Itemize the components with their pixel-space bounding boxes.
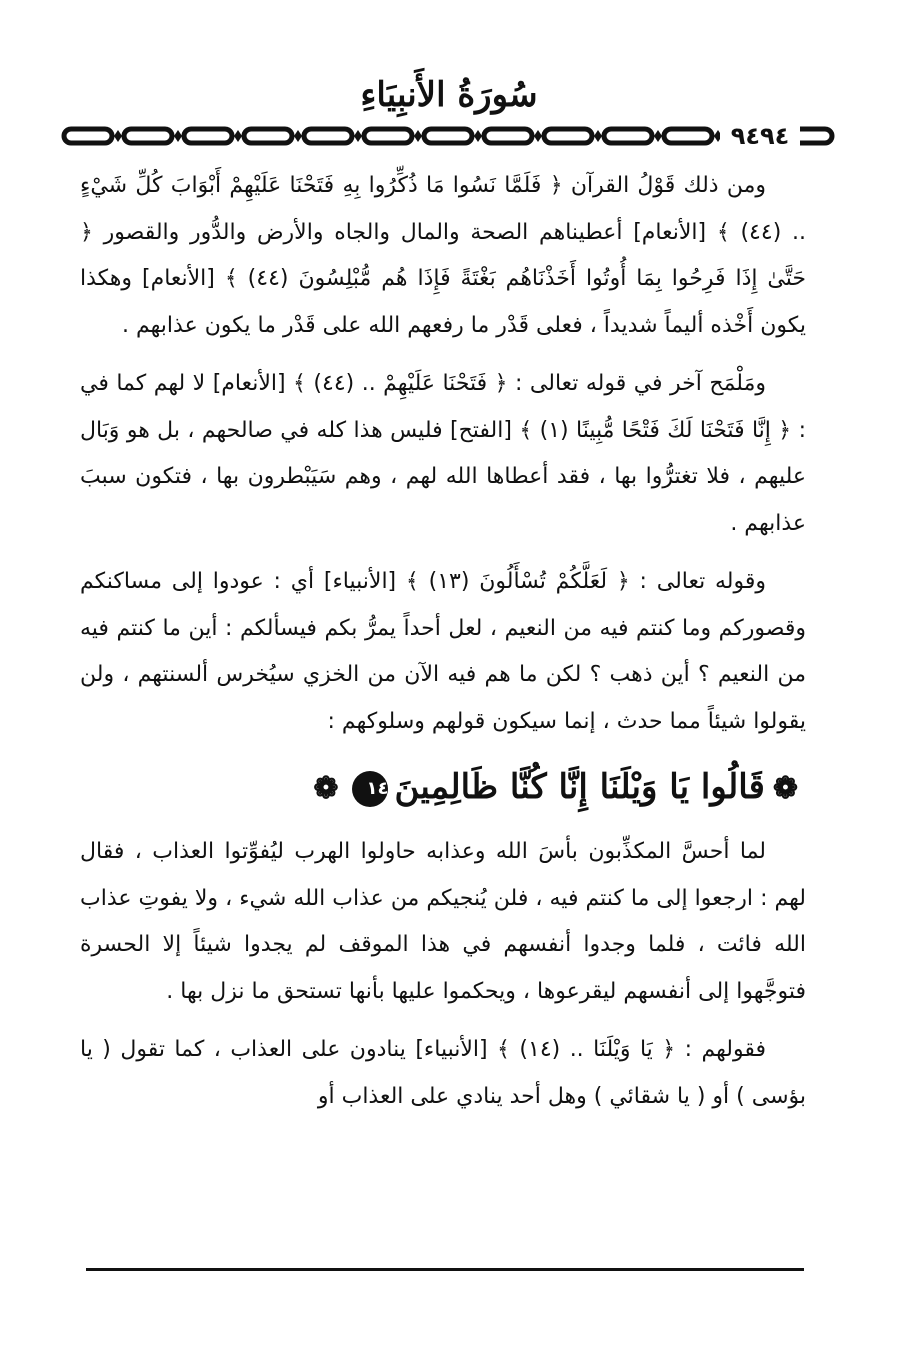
paragraph: ومن ذلك قَوْلُ القرآن ﴿ فَلَمَّا نَسُوا مَا ذُكِّرُوا بِهِ فَتَحْنَا عَلَيْهِمْ أَبْوَابَ كُلِّ شَيْءٍ .. (٤٤) ﴾ [الأنعام] أعطيناهم الصحة والمال والجاه والأرض والدُّور والقصور ﴿ حَتَّىٰ إِذَا فَرِحُوا بِمَا أُوتُوا أَخَذْنَاهُم بَغْتَةً فَإِذَا هُم مُّبْلِسُونَ (٤٤) ﴾ [الأنعام] وهكذا يكون أَخْذه أليماً شديداً ، فعلى قَدْر ما رفعهم الله على قَدْر ما يكون عذابهم . [80, 173, 807, 338]
floral-ornament-icon: ❁ [772, 771, 798, 806]
surah-title: سُورَةُ الأَنبِيَاءِ [360, 75, 538, 115]
verse-number-badge: ١٤ [352, 771, 388, 807]
floral-ornament-icon: ❁ [313, 771, 339, 806]
verse-text: قَالُوا يَا وَيْلَنَا إِنَّا كُنَّا ظَالِمِينَ [394, 767, 765, 807]
paragraph: لما أحسَّ المكذِّبون بأسَ الله وعذابه حاولوا الهرب ليُفوِّتوا العذاب ، فقال لهم : ارجعوا إلى ما كنتم فيه ، فلن يُنجيكم من عذاب الله شيء ، ولا يفوتِ عذاب الله فائت ، فلما وجدوا أنفسهم في هذا الموقف لم يجدوا شيئاً إلا الحسرة فتوجَّهوا إلى أنفسهم ليقرعوها ، ويحكموا عليها بأنها تستحق ما نزل بها . [80, 839, 806, 1004]
page-number: ٩٤٩٤ [720, 119, 800, 153]
quran-verse-banner [80, 757, 806, 819]
paragraph: وقوله تعالى : ﴿ لَعَلَّكُمْ تُسْأَلُونَ (١٣) ﴾ [الأنبياء] أي : عودوا إلى مساكنكم وقصوركم وما كنتم فيه من النعيم ، لعل أحداً يمرُّ بكم فيسألكم : أين ما كنتم فيه من النعيم ؟ أين ذهب ؟ لكن ما هم فيه الآن من الخزي سيُخرس ألسنتهم ، ولن يقولوا شيئاً مما حدث ، إنما سيكون قولهم وسلوكهم : [80, 569, 806, 734]
footer-rule [86, 1268, 804, 1271]
paragraph: ومَلْمَح آخر في قوله تعالى : ﴿ فَتَحْنَا عَلَيْهِمْ .. (٤٤) ﴾ [الأنعام] لا لهم كما في : ﴿ إِنَّا فَتَحْنَا لَكَ فَتْحًا مُّبِينًا (١) ﴾ [الفتح] فليس هذا كله في صالحهم ، بل هو وَبَال عليهم ، فلا تغترُّوا بها ، فقد أعطاها الله لهم ، وهم سَيَبْطرون بها ، فتكون سببَ عذابهم . [80, 371, 806, 536]
page-body [80, 163, 806, 1132]
paragraph: فقولهم : ﴿ يَا وَيْلَنَا .. (١٤) ﴾ [الأنبياء] ينادون على العذاب ، كما تقول ( يا بؤسى ) أو ( يا شقائي ) وهل أحد ينادي على العذاب أو [80, 1037, 806, 1109]
